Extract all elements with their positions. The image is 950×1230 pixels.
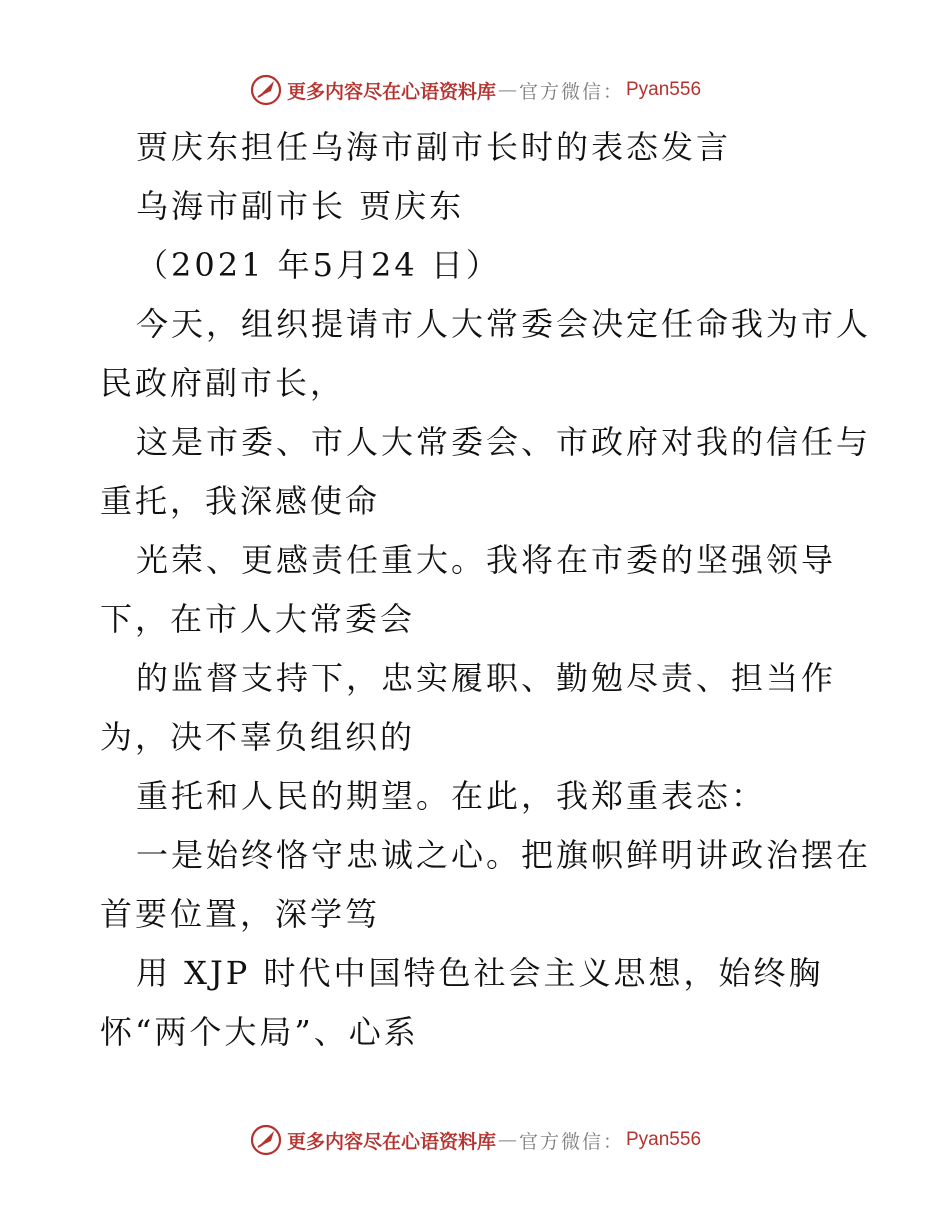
text-line: 首要位置，深学笃: [100, 895, 381, 933]
text-line: 一是始终恪守忠诚之心。把旗帜鲜明讲政治摆在: [136, 836, 872, 874]
watermark-main-text: 更多内容尽在心语资料库: [286, 1130, 496, 1153]
text-line: 下，在市人大常委会: [100, 600, 416, 638]
date-line: （2021 年5月24 日）: [136, 246, 501, 284]
header-watermark: [0, 70, 950, 110]
watermark-dash: —: [497, 79, 517, 101]
watermark-official-label: 官方微信：: [518, 1130, 624, 1153]
text-line: 民政府副市长，: [100, 364, 346, 402]
document-title: 贾庆东担任乌海市副市长时的表态发言: [136, 128, 732, 166]
watermark-dash: —: [497, 1129, 517, 1151]
text-line: 为，决不辜负组织的: [100, 718, 416, 756]
watermark-official-label: 官方微信：: [518, 80, 624, 103]
text-line: 用 XJP 时代中国特色社会主义思想，始终胸: [136, 954, 824, 992]
text-line: 怀“两个大局”、心系: [100, 1013, 419, 1051]
text-line: 光荣、更感责任重大。我将在市委的坚强领导: [136, 541, 837, 579]
quill-logo-icon: [249, 1123, 283, 1157]
text-line: 今天，组织提请市人大常委会决定任命我为市人: [136, 305, 872, 343]
watermark-account: Pyan556: [626, 79, 702, 100]
watermark-main-text: 更多内容尽在心语资料库: [286, 80, 496, 103]
author-line: 乌海市副市长 贾庆东: [136, 187, 465, 225]
text-line: 的监督支持下，忠实履职、勤勉尽责、担当作: [136, 659, 837, 697]
text-line: 重托和人民的期望。在此，我郑重表态：: [136, 777, 767, 815]
text-line: 这是市委、市人大常委会、市政府对我的信任与: [136, 423, 872, 461]
watermark-account: Pyan556: [626, 1129, 702, 1150]
footer-watermark: [0, 1120, 950, 1160]
text-line: 重托，我深感使命: [100, 482, 381, 520]
quill-logo-icon: [249, 73, 283, 107]
document-body: [100, 118, 872, 1062]
